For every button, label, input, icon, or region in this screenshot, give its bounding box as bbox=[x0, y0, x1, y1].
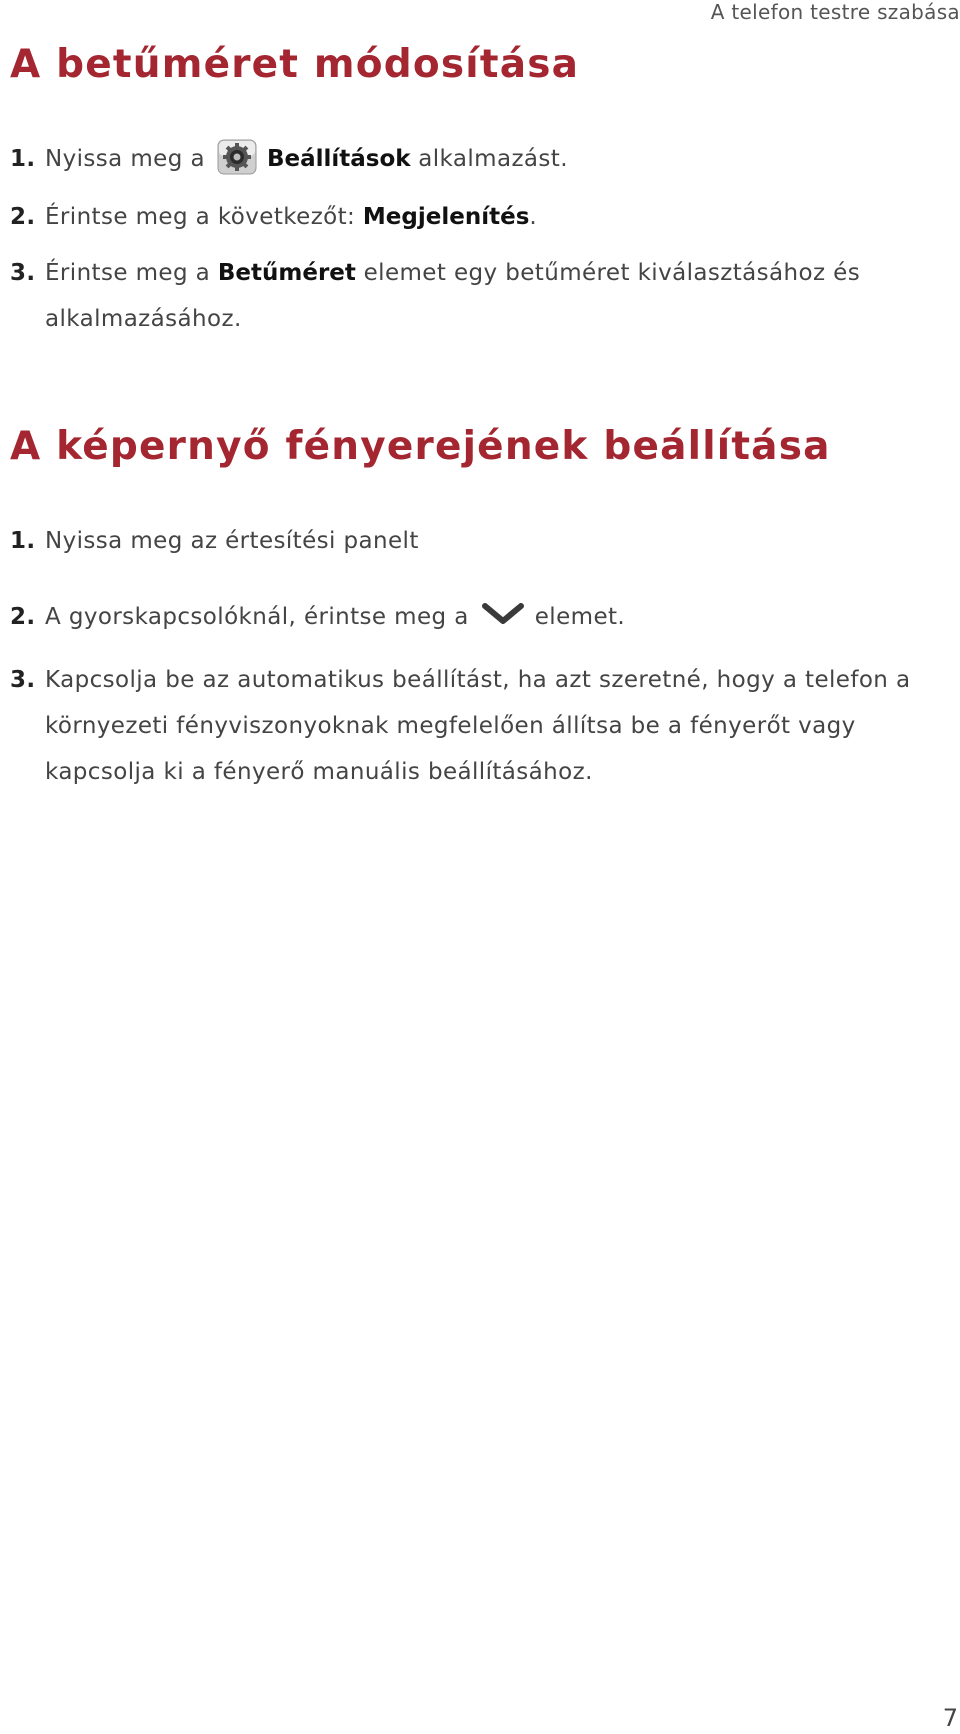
step-text: A gyorskapcsolóknál, érintse meg a bbox=[45, 604, 469, 630]
step-text-continued: kapcsolja ki a fényerő manuális beállításához. bbox=[45, 759, 593, 785]
step-bold-label: Megjelenítés bbox=[362, 204, 530, 230]
step-text: elemet. bbox=[534, 604, 626, 630]
step-text-continued: környezeti fényviszonyoknak megfelelően állítsa be a fényerőt vagy bbox=[45, 713, 856, 739]
step-number: 3. bbox=[10, 667, 36, 693]
step-tap-chevron bbox=[10, 594, 950, 640]
step-number: 2. bbox=[10, 604, 36, 630]
step-text: elemet egy betűméret kiválasztásához és bbox=[355, 260, 861, 286]
step-text: Érintse meg a bbox=[45, 260, 218, 286]
section-title-brightness: A képernyő fényerejének beállítása bbox=[10, 424, 831, 469]
step-auto-brightness bbox=[10, 657, 950, 795]
step-text: . bbox=[529, 204, 538, 230]
step-open-notification-panel bbox=[10, 518, 950, 564]
step-text: alkalmazást. bbox=[410, 146, 568, 172]
step-text-continued: alkalmazásához. bbox=[45, 306, 242, 332]
step-text: Érintse meg a következőt: bbox=[45, 204, 363, 230]
step-number: 3. bbox=[10, 260, 36, 286]
step-bold-label: Betűméret bbox=[217, 260, 356, 286]
step-number: 1. bbox=[10, 528, 36, 554]
section-title-font-size: A betűméret módosítása bbox=[10, 42, 580, 87]
step-open-settings bbox=[10, 136, 950, 182]
step-tap-font-size bbox=[10, 250, 950, 342]
page-number: 7 bbox=[942, 1704, 958, 1732]
chevron-down-icon bbox=[481, 597, 525, 623]
step-text: Kapcsolja be az automatikus beállítást, ha azt szeretné, hogy a telefon a bbox=[45, 667, 911, 693]
step-number: 1. bbox=[10, 146, 36, 172]
step-tap-display bbox=[10, 194, 950, 240]
settings-gear-icon bbox=[217, 139, 257, 175]
step-bold-label: Beállítások bbox=[266, 146, 411, 172]
step-text: Nyissa meg a bbox=[45, 146, 205, 172]
running-header: A telefon testre szabása bbox=[710, 0, 960, 24]
step-text: Nyissa meg az értesítési panelt bbox=[45, 528, 419, 554]
step-number: 2. bbox=[10, 204, 36, 230]
